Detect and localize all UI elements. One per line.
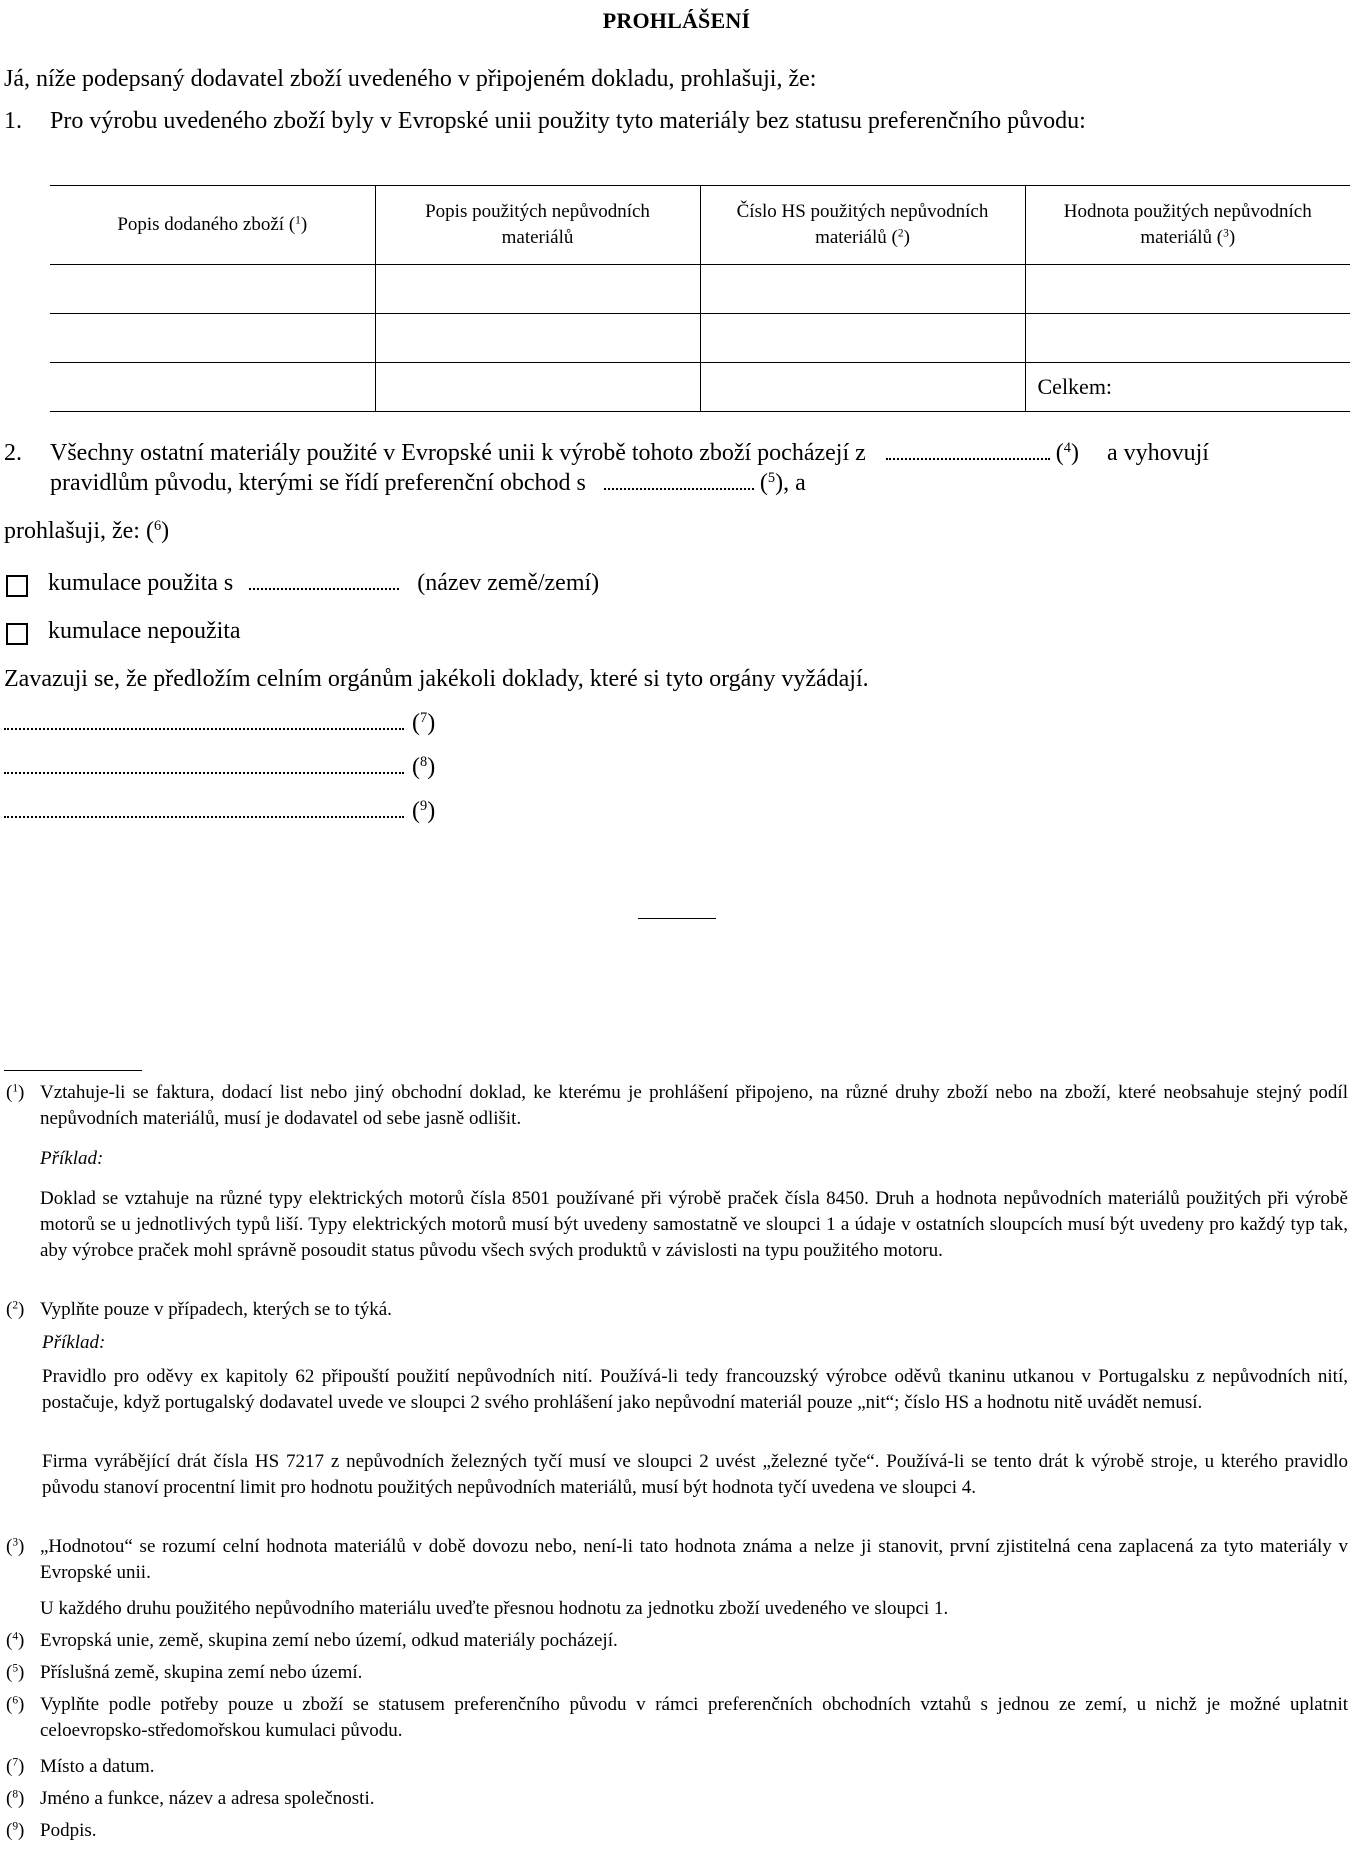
declare-line: prohlašuji, že: ($^6$)	[4, 518, 170, 544]
footnote-mark-6: ($^6$)	[6, 1694, 25, 1715]
item2-number: 2.	[4, 440, 22, 466]
item2-text-b: a vyhovují	[1106, 440, 1209, 466]
item2-text-a: Všechny ostatní materiály použité v Evropské unii k výrobě tohoto zboží pocházejí z	[50, 440, 866, 466]
table-cell[interactable]	[375, 314, 700, 363]
footnote-mark-4: ($^4$)	[6, 1630, 25, 1651]
table-total-row	[50, 363, 1350, 412]
item2-text-d: , a	[783, 470, 806, 496]
undertaking-text: Zavazuji se, že předložím celním orgánům jakékoli doklady, které si tyto orgány vyžádají.	[4, 666, 869, 692]
footnote-mark-7: ($^7$)	[6, 1756, 25, 1777]
materials-table	[50, 185, 1350, 412]
footnote-4-text: Evropská unie, země, skupina zemí nebo území, odkud materiály pocházejí.	[40, 1630, 618, 1651]
col-header-materials: Popis použitých nepůvodních materiálů	[375, 186, 700, 265]
trade-partner-field[interactable]	[604, 470, 754, 490]
col-header-value: Hodnota použitých nepůvodních materiálů ($^3$)	[1025, 186, 1350, 265]
total-cell: Celkem:	[1025, 363, 1350, 412]
page-title: PROHLÁŠENÍ	[602, 8, 751, 33]
table-row	[50, 314, 1350, 363]
table-row	[50, 265, 1350, 314]
signature-line-sign: ($^9$)	[4, 796, 435, 826]
table-header-row	[50, 186, 1350, 265]
signature-line-name: ($^8$)	[4, 752, 435, 782]
footnote-mark-9: ($^9$)	[6, 1820, 25, 1841]
table-cell[interactable]	[700, 314, 1025, 363]
footnote-1-example-text: Doklad se vztahuje na různé typy elektrických motorů čísla 8501 používané při výrobě praček čísla 8450. Druh a hodnota nepůvodních materiálů použitých při výrobě motorů se u jednotlivých typů liší. Typy elektrických motorů musí být uvedeny samostatně ve sloupci 1 a údaje v ostatních sloupcích musí být uvedeny pro každý typ tak, aby výrobce praček mohl správně posoudit status původu všech svých produktů v závislosti na typu použitého motoru.	[40, 1188, 1348, 1261]
footnote-3-text-2: U každého druhu použitého nepůvodního materiálu uveďte přesnou hodnotu za jednotku zboží uvedeného ve sloupci 1.	[40, 1598, 949, 1619]
item2-line1: Všechny ostatní materiály použité v Evropské unii k výrobě tohoto zboží pocházejí z ($^4$) a vyhovují	[50, 440, 1209, 466]
table-cell[interactable]	[50, 314, 375, 363]
footnote-mark-5: ($^5$)	[6, 1662, 25, 1683]
table-cell[interactable]	[50, 265, 375, 314]
table-cell[interactable]	[700, 363, 1025, 412]
footnote-1-example-label: Příklad:	[40, 1148, 104, 1169]
col-header-goods: Popis dodaného zboží ($^1$)	[50, 186, 375, 265]
item2-line2: pravidlům původu, kterými se řídí preferenční obchod s ($^5$), a	[50, 470, 806, 496]
name-company-field[interactable]	[4, 754, 404, 774]
footnote-2-text: Vyplňte pouze v případech, kterých se to týká.	[40, 1299, 392, 1320]
col-header-hs-number: Číslo HS použitých nepůvodních materiálů ($^2$)	[700, 186, 1025, 265]
cumulation-not-used-label: kumulace nepoužita	[48, 618, 241, 644]
footnote-ref-5: 5	[767, 470, 776, 487]
footnote-2-example-text-2: Firma vyrábějící drát čísla HS 7217 z nepůvodních železných tyčí musí ve sloupci 2 uvést „železné tyče“. Používá-li se tento drát k výrobě stroje, u kterého pravidlo původu stanoví procentní limit pro hodnotu použitých nepůvodních materiálů, musí být hodnota tyčí uvedena ve sloupci 4.	[42, 1451, 1348, 1498]
cumulation-country-field[interactable]	[249, 570, 399, 590]
footnote-3-text: „Hodnotou“ se rozumí celní hodnota materiálů v době dovozu nebo, není-li tato hodnota známa a nelze ji stanovit, první zjistitelná cena zaplacená za tyto materiály v Evropské unii.	[40, 1536, 1348, 1583]
table-cell[interactable]	[50, 363, 375, 412]
footnote-5-text: Příslušná země, skupina zemí nebo území.	[40, 1662, 363, 1683]
footnote-2-example-text-1: Pravidlo pro oděvy ex kapitoly 62 připouští použití nepůvodních nití. Používá-li tedy francouzský výrobce oděvů tkaninu utkanou v Portugalsku z nepůvodních nití, postačuje, když portugalský dodavatel uvede ve sloupci 2 svého prohlášení jako nepůvodní materiál pouze „nit“; číslo HS a hodnotu nitě uvádět nemusí.	[42, 1366, 1348, 1413]
footnote-mark-2: ($^2$)	[6, 1299, 25, 1320]
intro-text: Já, níže podepsaný dodavatel zboží uvedeného v připojeném dokladu, prohlašuji, že:	[4, 66, 817, 92]
footnote-mark-3: ($^3$)	[6, 1536, 25, 1557]
cumulation-used-label: kumulace použita s	[48, 570, 234, 596]
place-date-field[interactable]	[4, 710, 404, 730]
cumulation-used-line	[48, 568, 599, 598]
cumulation-not-used-checkbox[interactable]	[6, 623, 28, 645]
cumulation-used-suffix: (název země/zemí)	[417, 570, 600, 596]
footnote-2-example-label: Příklad:	[42, 1332, 106, 1353]
signature-field[interactable]	[4, 798, 404, 818]
footnote-ref-6: 6	[153, 518, 162, 535]
item1-number: 1.	[4, 108, 22, 134]
footnote-9-text: Podpis.	[40, 1820, 97, 1841]
signature-line-place-date: ($^7$)	[4, 708, 435, 738]
footnote-mark-1: ($^1$)	[6, 1082, 25, 1103]
footnote-6-text: Vyplňte podle potřeby pouze u zboží se statusem preferenčního původu v rámci preferenčních obchodních vztahů s jednou ze zemí, u nichž je možné uplatnit celoevropsko-středomořskou kumulaci původu.	[40, 1694, 1348, 1741]
item2-text-c: pravidlům původu, kterými se řídí preferenční obchod s	[50, 470, 586, 496]
footnote-mark-8: ($^8$)	[6, 1788, 25, 1809]
origin-country-field[interactable]	[886, 440, 1050, 460]
footnote-7-text: Místo a datum.	[40, 1756, 155, 1777]
footnote-1-text: Vztahuje-li se faktura, dodací list nebo jiný obchodní doklad, ke kterému je prohlášení připojeno, na různé druhy zboží nebo na zboží, které neobsahuje stejný podíl nepůvodních materiálů, musí je dodavatel od sebe jasně odlišit.	[40, 1082, 1348, 1129]
section-separator	[638, 918, 716, 919]
footnote-ref-4: 4	[1063, 440, 1071, 457]
footnote-separator	[4, 1070, 142, 1071]
item1-text: Pro výrobu uvedeného zboží byly v Evropské unii použity tyto materiály bez statusu preferenčního původu:	[50, 108, 1086, 134]
table-cell[interactable]	[1025, 314, 1350, 363]
cumulation-used-checkbox[interactable]	[6, 575, 28, 597]
footnote-8-text: Jméno a funkce, název a adresa společnosti.	[40, 1788, 375, 1809]
table-cell[interactable]	[375, 265, 700, 314]
table-cell[interactable]	[1025, 265, 1350, 314]
table-cell[interactable]	[375, 363, 700, 412]
table-cell[interactable]	[700, 265, 1025, 314]
